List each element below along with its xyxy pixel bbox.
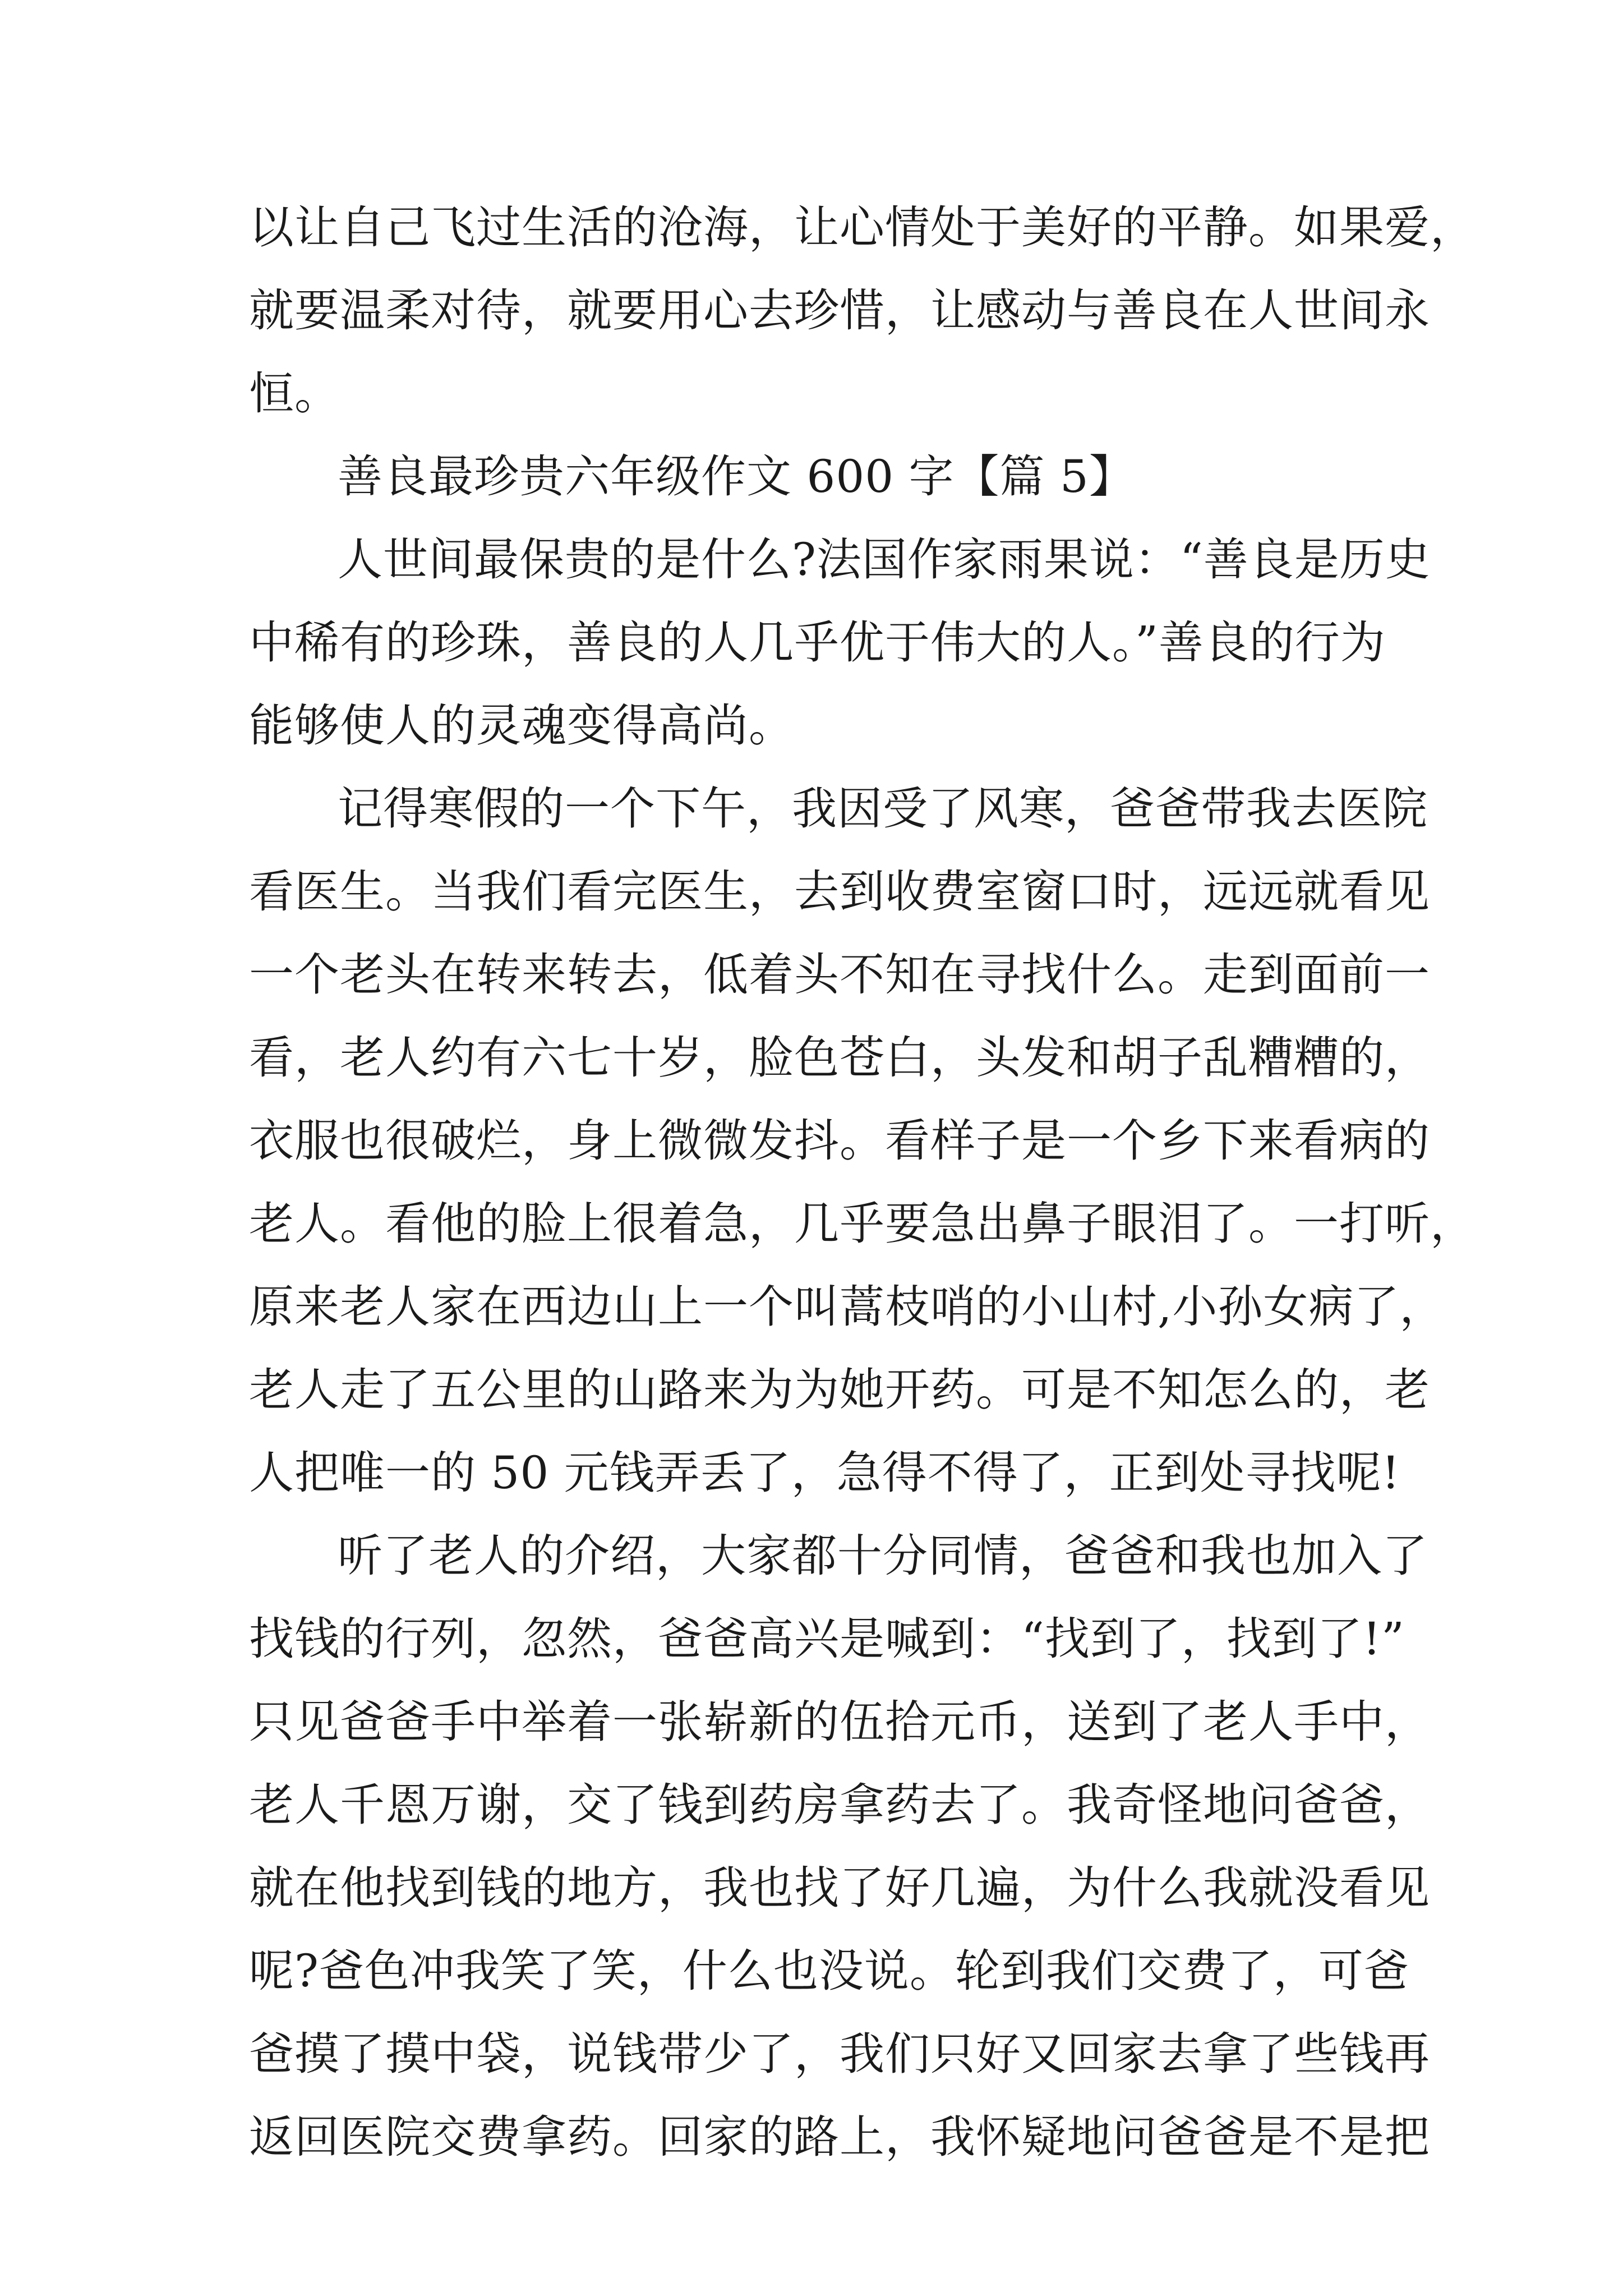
text-line: 以让自己飞过生活的沧海，让心情处于美好的平静。如果爱， (249, 201, 1476, 254)
text-line: 中稀有的珍珠，善良的人几乎优于伟大的人。”善良的行为 (249, 616, 1386, 669)
text-line: 呢?爸色冲我笑了笑，什么也没说。轮到我们交费了，可爸 (249, 1945, 1409, 1997)
text-line: 人世间最保贵的是什么?法国作家雨果说：“善良是历史 (338, 533, 1431, 586)
document-body (249, 186, 1476, 2179)
text-line: 就在他找到钱的地方，我也找了好几遍，为什么我就没看见 (249, 1862, 1430, 1914)
text-line: 能够使人的灵魂变得高尚。 (249, 700, 794, 752)
text-line: 爸摸了摸中袋，说钱带少了，我们只好又回家去拿了些钱再 (249, 2028, 1430, 2080)
text-line: 听了老人的介绍，大家都十分同情，爸爸和我也加入了 (338, 1530, 1428, 1582)
text-line: 恒。 (249, 367, 340, 420)
text-line: 就要温柔对待，就要用心去珍惜，让感动与善良在人世间永 (249, 284, 1430, 337)
text-line: 衣服也很破烂，身上微微发抖。看样子是一个乡下来看病的 (249, 1115, 1430, 1167)
text-line: 老人走了五公里的山路来为为她开药。可是不知怎么的，老 (249, 1364, 1430, 1416)
text-line: 找钱的行列，忽然，爸爸高兴是喊到：“找到了，找到了!” (249, 1613, 1405, 1665)
text-line: 人把唯一的 50 元钱弄丢了，急得不得了，正到处寻找呢! (249, 1447, 1400, 1499)
text-line: 老人千恩万谢，交了钱到药房拿药去了。我奇怪地问爸爸， (249, 1779, 1430, 1831)
text-line: 返回医院交费拿药。回家的路上，我怀疑地问爸爸是不是把 (249, 2111, 1430, 2163)
text-line: 一个老头在转来转去，低着头不知在寻找什么。走到面前一 (249, 949, 1430, 1001)
text-line: 看，老人约有六七十岁，脸色苍白，头发和胡子乱糟糟的， (249, 1032, 1430, 1084)
text-line: 看医生。当我们看完医生，去到收费室窗口时，远远就看见 (249, 866, 1430, 918)
text-line: 记得寒假的一个下午，我因受了风寒，爸爸带我去医院 (338, 783, 1428, 835)
text-line: 老人。看他的脸上很着急，几乎要急出鼻子眼泪了。一打听， (249, 1198, 1476, 1250)
section-heading: 善良最珍贵六年级作文 600 字【篇 5】 (338, 450, 1135, 503)
text-line: 只见爸爸手中举着一张崭新的伍拾元币，送到了老人手中， (249, 1696, 1430, 1748)
text-line: 原来老人家在西边山上一个叫蒿枝哨的小山村,小孙女病了， (249, 1281, 1445, 1333)
